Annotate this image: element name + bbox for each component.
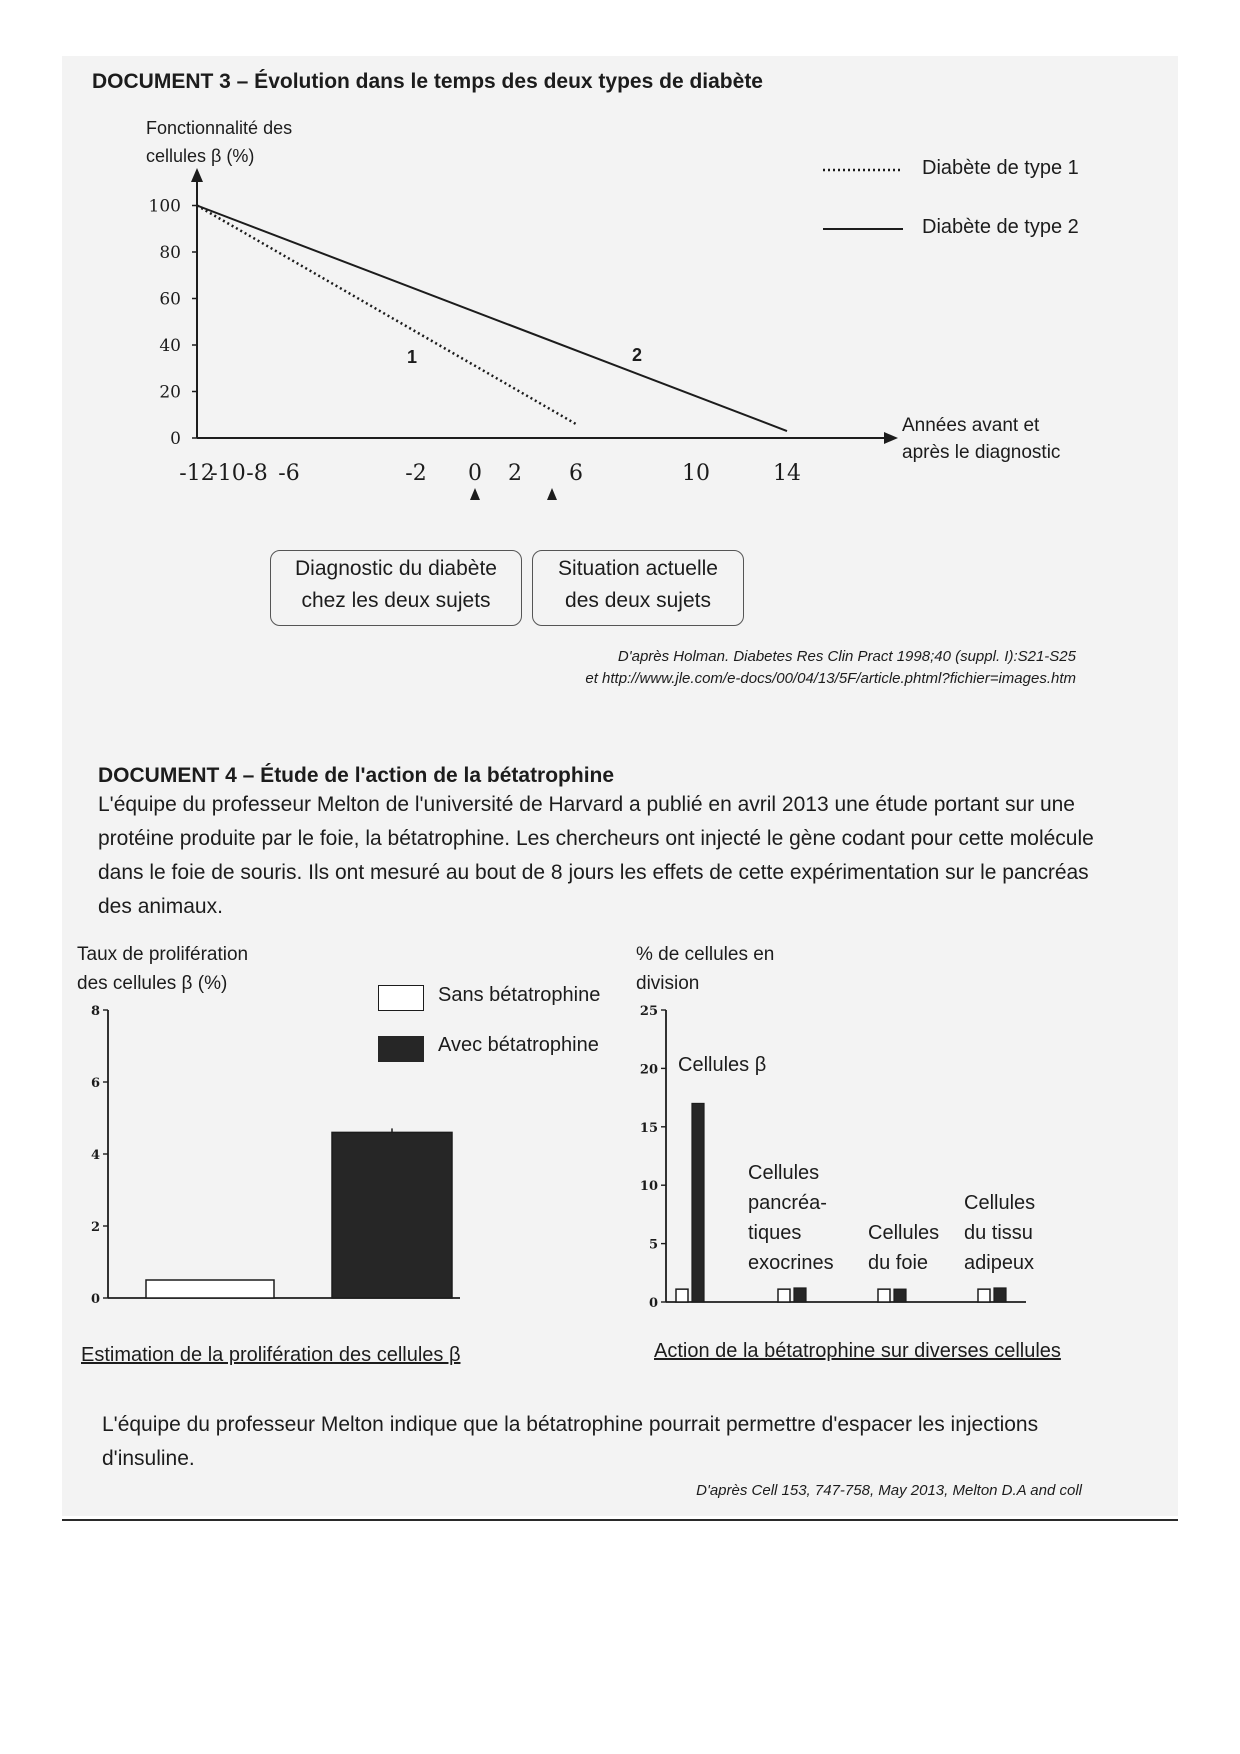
chart1-y-tick-label: 0: [90, 1292, 100, 1307]
cat-adipose-line3: adipeux: [964, 1252, 1035, 1274]
bar-without-3: [978, 1289, 990, 1302]
bar-with-1: [794, 1288, 806, 1302]
x-tick-label: -6: [278, 461, 300, 486]
chart2-y-tick-label: 20: [639, 1062, 658, 1078]
doc3-ylabel-line1: Fonctionnalité des: [146, 118, 293, 138]
y-tick-label: 20: [159, 382, 181, 403]
bar-without-2: [878, 1289, 890, 1302]
chart1-y-tick-label: 2: [90, 1220, 100, 1235]
callout-diagnostic: [270, 550, 522, 626]
bar-with-0: [692, 1103, 704, 1302]
doc3-source-line2: et http://www.jle.com/e-docs/00/04/13/5F/article.phtml?fichier=images.htm: [585, 670, 1076, 687]
series-type1-line: [197, 206, 576, 425]
y-tick-label: 40: [159, 336, 181, 356]
chart2-y-tick-label: 10: [639, 1179, 658, 1195]
chart1-ylabel-line2: des cellules β (%): [77, 973, 228, 994]
chart2-ylabel-line1: % de cellules en: [636, 944, 775, 965]
diagnostic-arrow-head: [470, 488, 480, 500]
x-tick-label: 14: [773, 461, 801, 486]
chart1-ylabel-line1: Taux de prolifération: [77, 944, 249, 965]
chart1-y-tick-label: 4: [90, 1148, 100, 1163]
y-tick-label: 60: [159, 289, 181, 310]
cat-liver-line2: du foie: [868, 1252, 929, 1274]
x-tick-label: -10: [210, 461, 246, 486]
cat-exocrine-line4: exocrines: [748, 1252, 834, 1274]
doc3-ylabel-line2: cellules β (%): [146, 146, 255, 166]
cat-liver-line1: Cellules: [868, 1222, 940, 1244]
doc4-bar-charts: [0, 990, 1240, 1330]
bar-without-0: [676, 1289, 688, 1302]
bar-with-2: [894, 1289, 906, 1302]
x-tick-label: 2: [508, 461, 522, 486]
doc3-line-chart: [0, 0, 1240, 500]
chart2-y-tick-label: 0: [648, 1296, 658, 1311]
x-tick-label: -2: [405, 461, 427, 486]
cat-exocrine-line3: tiques: [748, 1222, 802, 1244]
doc3-source-line1: D'après Holman. Diabetes Res Clin Pract 1998;40 (suppl. I):S21-S25: [617, 648, 1076, 665]
cat-exocrine-label: [748, 1158, 834, 1278]
x-tick-label: 6: [569, 461, 583, 486]
doc4-source: D'après Cell 153, 747-758, May 2013, Melton D.A and coll: [696, 1482, 1082, 1499]
bar-with-betatrophin: [332, 1132, 452, 1298]
cat-adipose-line1: Cellules: [964, 1192, 1036, 1214]
x-tick-label: -8: [246, 461, 268, 486]
chart1-plot-area: [91, 1004, 460, 1307]
legend-with-label: Avec bétatrophine: [438, 1034, 599, 1056]
series-type1-number: 1: [406, 347, 418, 367]
cat-beta-label: Cellules β: [678, 1054, 767, 1076]
bar-without-betatrophin: [146, 1280, 274, 1298]
callout-current-line2: des deux sujets: [565, 589, 711, 612]
series-type2-number: 2: [631, 345, 643, 365]
y-axis-arrow: [191, 168, 203, 182]
callout-current: [532, 550, 744, 626]
chart2-caption: Action de la bétatrophine sur diverses cellules: [654, 1340, 1061, 1362]
y-tick-label: 0: [170, 429, 181, 449]
x-tick-label: 0: [468, 461, 482, 486]
cat-exocrine-line1: Cellules: [748, 1162, 820, 1184]
chart2-y-tick-label: 5: [648, 1237, 658, 1253]
cat-adipose-line2: du tissu: [964, 1222, 1033, 1244]
cat-liver-label: [868, 1218, 939, 1278]
y-tick-label: 80: [159, 243, 181, 263]
doc3-plot-area: [149, 168, 903, 500]
chart2-y-tick-label: 15: [639, 1120, 658, 1136]
y-tick-label: 100: [148, 196, 181, 217]
legend-type1-label: Diabète de type 1: [922, 157, 1079, 179]
legend-type2-label: Diabète de type 2: [922, 216, 1079, 238]
x-tick-label: -12: [179, 461, 215, 486]
doc4-intro: L'équipe du professeur Melton de l'université de Harvard a publié en avril 2013 une étude portant sur une protéine produite par le foie, la bétatrophine. Les chercheurs ont injecté le gène codant pour cette molécule dans le foie de souris. Ils ont mesuré au bout de 8 jours les effets de cette expérimentation sur le pancréas des animaux.: [98, 793, 1094, 918]
current-arrow-head: [547, 488, 557, 500]
legend-without-label: Sans bétatrophine: [438, 984, 601, 1006]
series-type2-line: [197, 206, 787, 432]
chart1-caption: Estimation de la prolifération des cellules β: [81, 1344, 461, 1366]
x-tick-label: 10: [682, 461, 710, 486]
doc4-conclusion: L'équipe du professeur Melton indique que la bétatrophine pourrait permettre d'espacer les injections d'insuline.: [102, 1413, 1039, 1470]
callout-current-line1: Situation actuelle: [558, 557, 718, 580]
doc3-xlabel-line2: après le diagnostic: [902, 442, 1061, 463]
chart2-y-tick-label: 25: [639, 1004, 658, 1019]
chart2-ylabel-line2: division: [636, 973, 700, 994]
callout-diagnostic-line1: Diagnostic du diabète: [295, 557, 497, 580]
chart1-y-tick-label: 8: [90, 1004, 100, 1019]
doc3-title: DOCUMENT 3 – Évolution dans le temps des deux types de diabète: [92, 70, 763, 93]
doc3-xlabel-line1: Années avant et: [902, 415, 1040, 436]
chart1-y-tick-label: 6: [90, 1076, 100, 1091]
bar-with-3: [994, 1288, 1006, 1302]
x-axis-arrow: [884, 432, 898, 444]
cat-exocrine-line2: pancréa-: [748, 1192, 827, 1214]
cat-adipose-label: [964, 1188, 1035, 1278]
callout-diagnostic-line2: chez les deux sujets: [301, 589, 491, 612]
bar-without-1: [778, 1289, 790, 1302]
bottom-rule: [62, 1519, 1178, 1521]
doc4-title: DOCUMENT 4 – Étude de l'action de la bétatrophine: [98, 764, 615, 787]
